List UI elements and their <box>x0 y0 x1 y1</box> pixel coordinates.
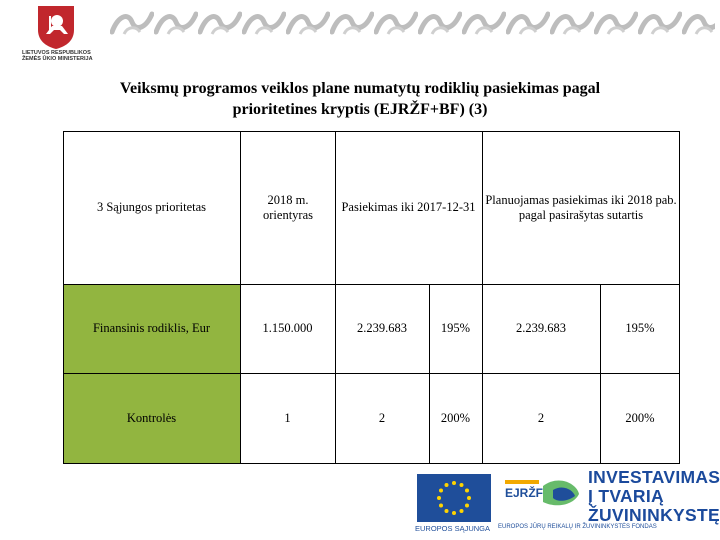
row-financial-planned-pct: 195% <box>625 321 655 335</box>
row-controls-target: 1 <box>284 411 291 425</box>
slogan-line-1: INVESTAVIMAS <box>588 467 720 487</box>
row-financial-achieved: 2.239.683 <box>357 321 407 335</box>
ministry-line-2: ŽEMĖS ŪKIO MINISTERIJA <box>22 56 93 62</box>
title-line-1: Veiksmų programos veiklos plane numatytų rodiklių pasiekimas pagal <box>119 80 601 97</box>
decorative-ornament <box>110 8 715 38</box>
row-financial-planned: 2.239.683 <box>516 321 566 335</box>
ejrzf-logo <box>503 476 581 522</box>
ejrzf-label: EUROPOS JŪRŲ REIKALŲ IR ŽUVININKYSTĖS FONDAS <box>498 524 657 530</box>
header <box>0 0 720 70</box>
row-label-financial: Finansinis rodiklis, Eur <box>92 321 211 335</box>
header-planned: Planuojamas pasiekimas iki 2018 pab. pagal pasirašytas sutartis <box>485 192 677 222</box>
row-controls-planned: 2 <box>537 411 545 425</box>
title-line-2: prioritetines kryptis (EJRŽF+BF) (3) <box>232 101 488 118</box>
header-priority: 3 Sąjungos prioritetas <box>96 200 206 214</box>
row-financial-target: 1.150.000 <box>262 321 313 335</box>
ejrzf-logo-text: EJRŽF <box>505 486 544 500</box>
header-target: 2018 m. orientyras <box>263 192 313 222</box>
row-controls-planned-pct: 200% <box>625 411 655 425</box>
eu-label: EUROPOS SĄJUNGA <box>415 524 491 533</box>
ministry-name <box>22 50 114 62</box>
page-title <box>60 78 660 120</box>
row-controls-achieved: 2 <box>378 411 386 425</box>
row-label-controls: Kontrolės <box>126 411 177 425</box>
row-controls-achieved-pct: 200% <box>440 411 471 425</box>
slogan-line-2: Į TVARIĄ <box>588 486 664 506</box>
indicator-table <box>63 131 680 464</box>
eu-flag-icon <box>417 474 491 522</box>
ministry-line-1: LIETUVOS RESPUBLIKOS <box>22 50 91 56</box>
row-financial-achieved-pct: 195% <box>440 321 471 335</box>
slogan <box>588 468 718 525</box>
header-achieved: Pasiekimas iki 2017-12-31 <box>341 200 476 214</box>
coat-of-arms-icon <box>36 4 76 50</box>
slogan-line-3: ŽUVININKYSTĘ <box>588 505 720 525</box>
